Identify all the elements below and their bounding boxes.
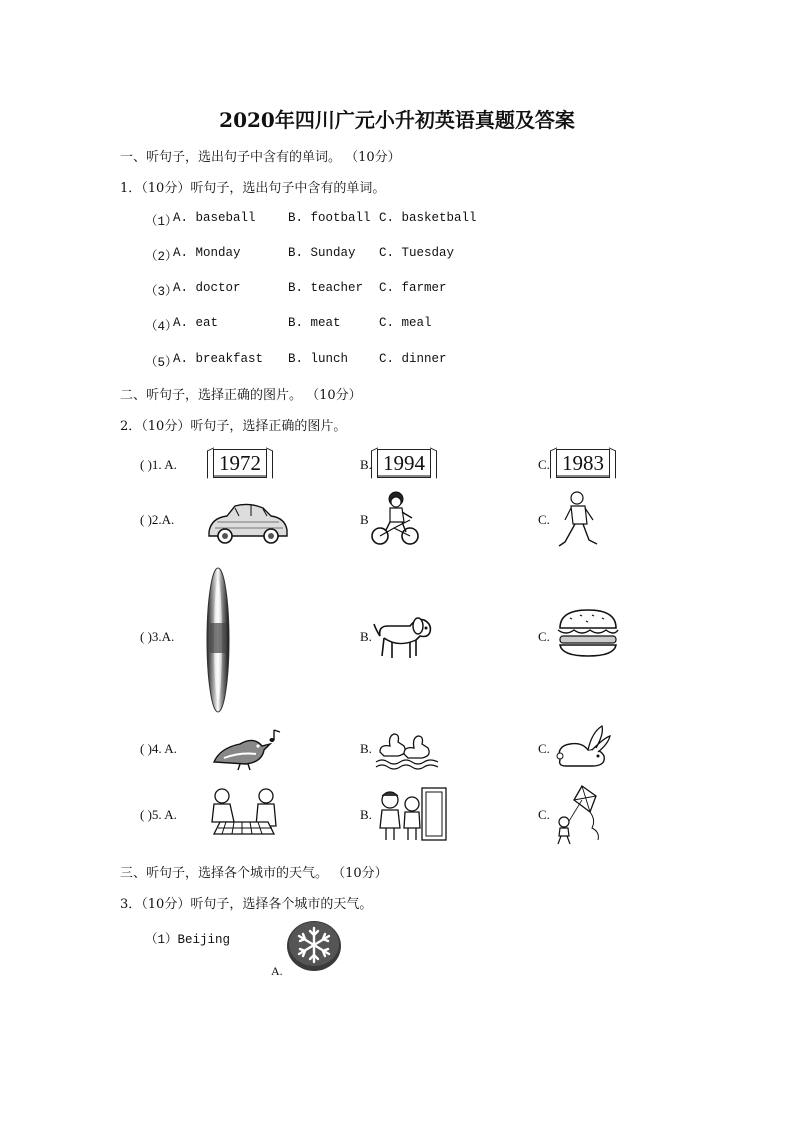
option-a-label: A. — [271, 964, 283, 978]
question-prefix: ( )3.A. — [140, 629, 175, 644]
option-c: C. meal — [379, 316, 432, 330]
option-c-label: C. — [538, 807, 550, 822]
section3-question: 3．（10分）听句子，选择各个城市的天气。 — [120, 897, 373, 912]
section2-heading: 二、听句子，选择正确的图片。 （10分） — [120, 388, 362, 403]
chess-players-icon — [208, 786, 280, 842]
option-a: A. baseball — [173, 211, 256, 225]
kids-at-door-icon — [376, 786, 450, 844]
option-b-label: B. — [360, 457, 372, 472]
question-prefix: ( )1. A. — [140, 457, 177, 472]
question-prefix: ( )2.A. — [140, 512, 175, 527]
option-b: B. Sunday — [288, 246, 356, 260]
item-number: （1） — [145, 215, 178, 229]
option-c: C. dinner — [379, 352, 447, 366]
option-a: A. eat — [173, 316, 219, 330]
option-a: A. breakfast — [173, 352, 264, 366]
section1-question: 1．（10分）听句子，选出句子中含有的单词。 — [120, 181, 386, 196]
city-item-beijing: （1）Beijing — [145, 933, 231, 947]
rabbit-icon — [552, 722, 612, 774]
option-c-label: C. — [538, 629, 550, 644]
ring-icon — [205, 565, 231, 715]
option-b: B. teacher — [288, 281, 364, 295]
option-b-label: B. — [360, 741, 372, 756]
option-a: A. Monday — [173, 246, 241, 260]
year-card-a: 1972 — [213, 449, 267, 478]
kite-boy-icon — [552, 782, 606, 846]
option-b: B. meat — [288, 316, 341, 330]
boy-on-bike-icon — [370, 490, 420, 548]
car-icon — [205, 500, 290, 545]
page-title: 2020年四川广元小升初英语真题及答案 — [219, 108, 575, 132]
section3-heading: 三、听句子，选择各个城市的天气。 （10分） — [120, 866, 388, 881]
item-number: （4） — [145, 320, 178, 334]
dog-icon — [372, 608, 434, 664]
ducks-icon — [374, 724, 440, 770]
option-c: C. Tuesday — [379, 246, 455, 260]
year-card-c: 1983 — [556, 449, 610, 478]
option-c-label: C. — [538, 741, 550, 756]
year-card-b: 1994 — [377, 449, 431, 478]
option-c-label: C. — [538, 457, 550, 472]
option-c: C. farmer — [379, 281, 447, 295]
snowflake-icon — [286, 920, 342, 972]
item-number: （3） — [145, 285, 178, 299]
question-prefix: ( )4. A. — [140, 741, 177, 756]
section2-question: 2．（10分）听句子，选择正确的图片。 — [120, 419, 347, 434]
option-b-label: B. — [360, 629, 372, 644]
question-prefix: ( )5. A. — [140, 807, 177, 822]
item-number: （5） — [145, 356, 178, 370]
item-number: （2） — [145, 250, 178, 264]
bird-icon — [210, 726, 284, 772]
hamburger-icon — [556, 608, 620, 658]
section1-heading: 一、听句子，选出句子中含有的单词。 （10分） — [120, 150, 401, 165]
option-a: A. doctor — [173, 281, 241, 295]
option-c: C. basketball — [379, 211, 477, 225]
option-b: B. lunch — [288, 352, 349, 366]
option-b-label: B. — [360, 807, 372, 822]
option-b-label: B — [360, 512, 369, 527]
option-b: B. football — [288, 211, 371, 225]
option-c-label: C. — [538, 512, 550, 527]
walking-man-icon — [555, 490, 605, 550]
